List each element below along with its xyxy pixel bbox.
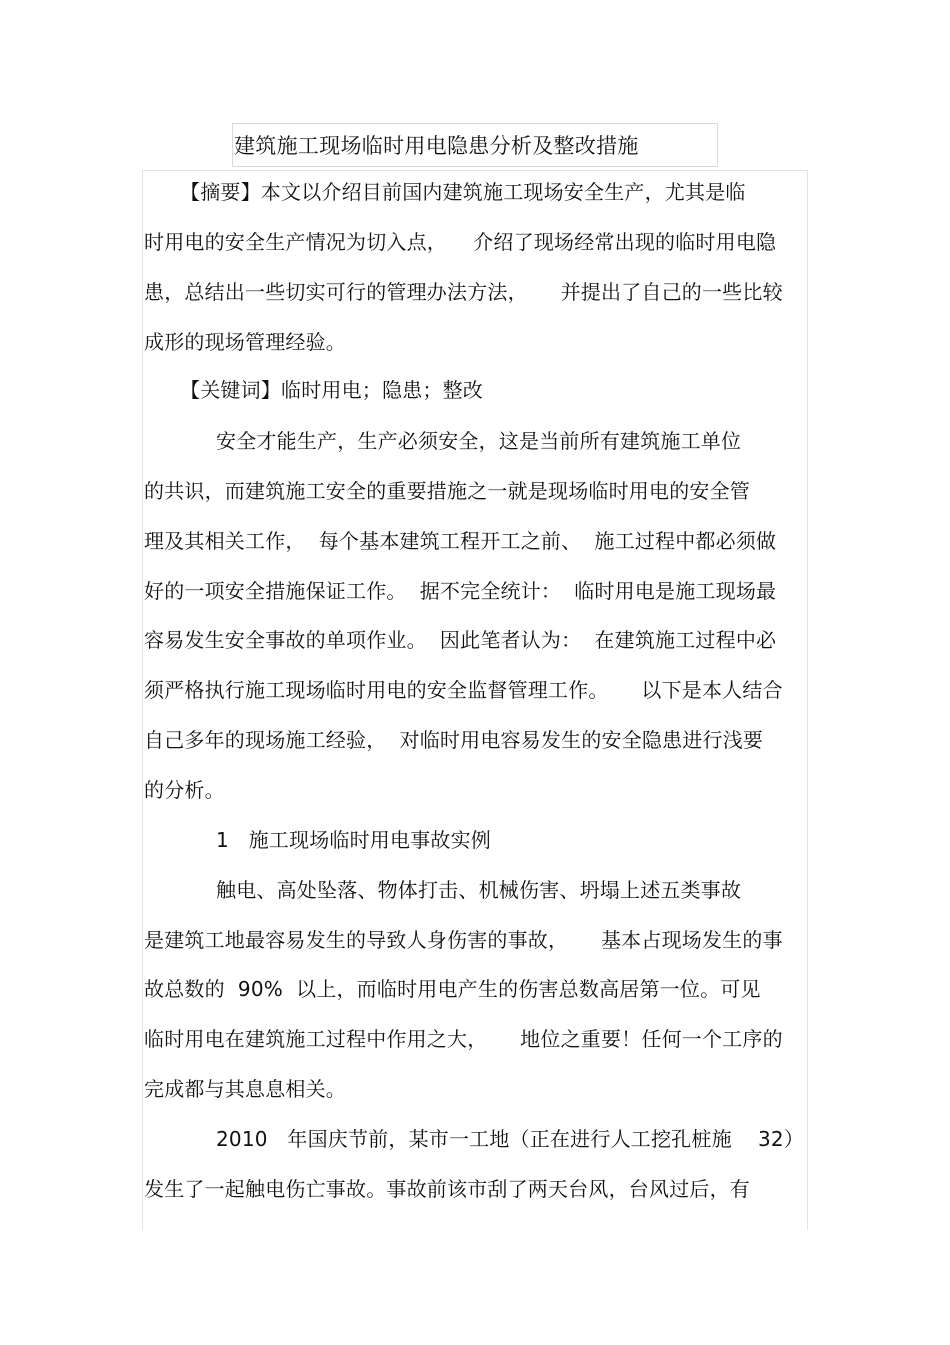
text-line: 成形的现场管理经验。 (144, 330, 346, 354)
text-line: 安全才能生产，生产必须安全，这是当前所有建筑施工单位 (216, 429, 742, 453)
text-line: 故总数的 90% 以上，而临时用电产生的伤害总数高居第一位。可见 (144, 977, 761, 1001)
keywords-line: 【关键词】临时用电；隐患；整改 (180, 378, 483, 402)
text-line: 2010 年国庆节前，某市一工地（正在进行人工挖孔桩施 32） (216, 1127, 805, 1151)
text-line: 的共识，而建筑施工安全的重要措施之一就是现场临时用电的安全管 (144, 479, 750, 503)
document-title: 建筑施工现场临时用电隐患分析及整改措施 (234, 134, 639, 158)
text-line: 自己多年的现场施工经验， 对临时用电容易发生的安全隐患进行浅要 (144, 728, 764, 752)
text-line: 是建筑工地最容易发生的导致人身伤害的事故， 基本占现场发生的事 (144, 928, 783, 952)
section-heading: 1 施工现场临时用电事故实例 (216, 828, 491, 852)
text-line: 好的一项安全措施保证工作。 据不完全统计： 临时用电是施工现场最 (144, 579, 777, 603)
text-line: 发生了一起触电伤亡事故。事故前该市刮了两天台风，台风过后，有 (144, 1177, 750, 1201)
text-line: 须严格执行施工现场临时用电的安全监督管理工作。 以下是本人结合 (144, 678, 783, 702)
text-line: 【摘要】本文以介绍目前国内建筑施工现场安全生产，尤其是临 (180, 180, 746, 204)
text-line: 理及其相关工作， 每个基本建筑工程开工之前、 施工过程中都必须做 (144, 529, 777, 553)
text-line: 的分析。 (144, 778, 225, 802)
text-line: 触电、高处坠落、物体打击、机械伤害、坍塌上述五类事故 (216, 878, 742, 902)
text-line: 完成都与其息息相关。 (144, 1077, 346, 1101)
text-line: 容易发生安全事故的单项作业。 因此笔者认为： 在建筑施工过程中必 (144, 628, 777, 652)
text-line: 患，总结出一些切实可行的管理办法方法， 并提出了自己的一些比较 (144, 280, 783, 304)
text-line: 临时用电在建筑施工过程中作用之大， 地位之重要！任何一个工序的 (144, 1027, 783, 1051)
text-line: 时用电的安全生产情况为切入点， 介绍了现场经常出现的临时用电隐 (144, 230, 777, 254)
